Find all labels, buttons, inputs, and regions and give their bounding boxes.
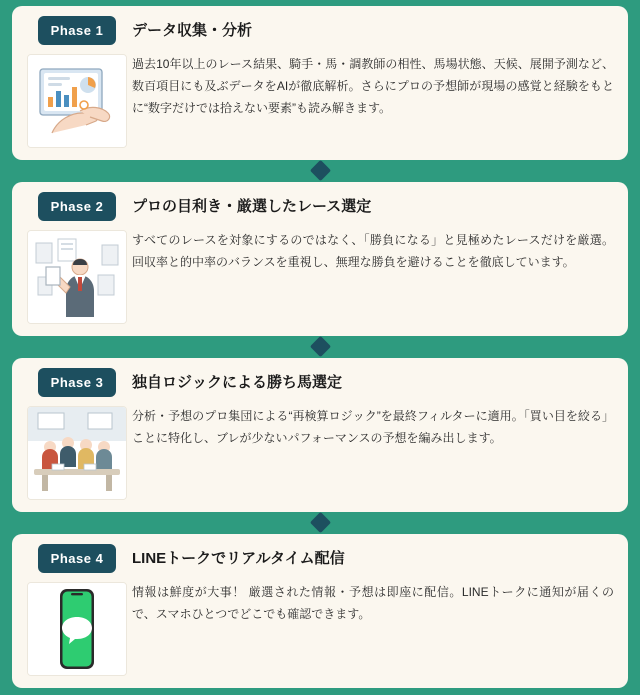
phase-card-1	[12, 6, 628, 160]
phase-4-left-column	[26, 544, 128, 676]
phase-1-left-column	[26, 16, 128, 148]
phase-1-thumbnail	[27, 54, 127, 148]
phase-2-left-column	[26, 192, 128, 324]
phase-3-badge: Phase 3	[38, 368, 116, 397]
diamond-marker	[310, 160, 331, 181]
team-meeting-illustration	[28, 407, 126, 499]
phase-card-2	[12, 182, 628, 336]
connector-1	[12, 160, 628, 182]
phase-3-thumbnail	[27, 406, 127, 500]
phase-2-badge: Phase 2	[38, 192, 116, 221]
phase-4-content	[128, 544, 614, 625]
phase-3-left-column	[26, 368, 128, 500]
connector-3	[12, 512, 628, 534]
phase-3-body: 分析・予想のプロ集団による“再検算ロジック”を最終フィルターに適用。「買い目を絞る」ことに特化し、ブレが少ないパフォーマンスの予想を編み出します。	[132, 409, 614, 446]
smartphone-chat-illustration	[28, 583, 126, 675]
phase-2-thumbnail	[27, 230, 127, 324]
phase-3-content	[128, 368, 614, 449]
phase-4-title: LINEトークでリアルタイム配信	[132, 550, 345, 567]
phase-4-body: 情報は鮮度が大事！ 厳選された情報・予想は即座に配信。LINEトークに通知が届くので、スマホひとつでどこでも確認できます。	[132, 585, 614, 622]
phase-card-4	[12, 534, 628, 688]
phase-4-thumbnail	[27, 582, 127, 676]
connector-2	[12, 336, 628, 358]
phase-4-badge: Phase 4	[38, 544, 116, 573]
phase-2-body: すべてのレースを対象にするのではなく、「勝負になる」と見極めたレースだけを厳選。回収率と的中率のバランスを重視し、無理な勝負を避けることを徹底しています。	[132, 233, 614, 270]
phase-1-badge: Phase 1	[38, 16, 116, 45]
phase-2-content	[128, 192, 614, 273]
phase-1-content	[128, 16, 614, 120]
tablet-data-analysis-illustration	[28, 55, 126, 147]
diamond-marker	[310, 512, 331, 533]
phase-1-body: 過去10年以上のレース結果、騎手・馬・調教師の相性、馬場状態、天候、展開予測など、数百項目にも及ぶデータをAIが徹底解析。さらにプロの予想師が現場の感覚と経験をもとに“数字だけでは拾えない要素”も読み解きます。	[132, 57, 614, 116]
phase-3-title: 独自ロジックによる勝ち馬選定	[132, 374, 343, 391]
phase-card-3	[12, 358, 628, 512]
phase-2-title: プロの目利き・厳選したレース選定	[132, 198, 372, 215]
phase-1-title: データ収集・分析	[132, 22, 253, 39]
analyst-with-documents-illustration	[28, 231, 126, 323]
diamond-marker	[310, 336, 331, 357]
